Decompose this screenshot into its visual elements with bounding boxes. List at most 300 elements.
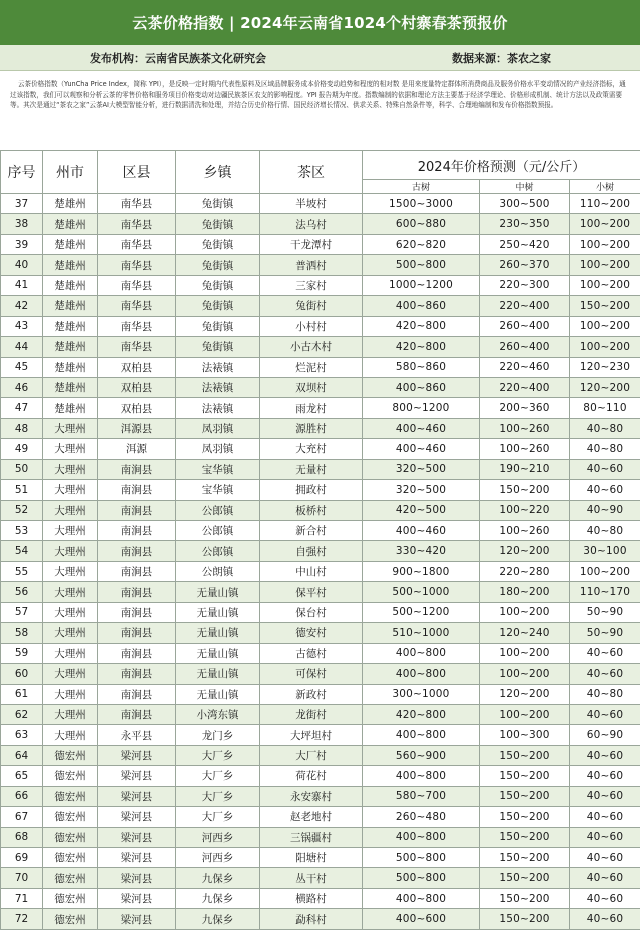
cell-county: 南涧县 — [98, 623, 176, 643]
col-header-ancient: 古树 — [363, 180, 480, 194]
cell-index: 42 — [1, 296, 43, 316]
cell-index: 71 — [1, 888, 43, 908]
cell-price-medium: 150~200 — [480, 807, 570, 827]
cell-price-medium: 230~350 — [480, 214, 570, 234]
cell-price-medium: 100~260 — [480, 521, 570, 541]
cell-county: 梁河县 — [98, 888, 176, 908]
cell-county: 双柏县 — [98, 357, 176, 377]
cell-price-small: 100~200 — [570, 234, 640, 254]
table-row — [1, 766, 640, 786]
cell-price-medium: 100~200 — [480, 643, 570, 663]
cell-county: 梁河县 — [98, 827, 176, 847]
col-header-town: 乡镇 — [176, 151, 260, 194]
cell-tea-area: 古德村 — [260, 643, 363, 663]
cell-price-ancient: 580~860 — [363, 357, 480, 377]
cell-index: 47 — [1, 398, 43, 418]
cell-price-small: 40~80 — [570, 521, 640, 541]
cell-price-ancient: 400~860 — [363, 377, 480, 397]
cell-price-medium: 190~210 — [480, 459, 570, 479]
cell-county: 南涧县 — [98, 480, 176, 500]
cell-price-small: 40~80 — [570, 418, 640, 438]
table-row — [1, 582, 640, 602]
cell-index: 69 — [1, 848, 43, 868]
cell-county: 南涧县 — [98, 500, 176, 520]
cell-county: 南涧县 — [98, 643, 176, 663]
cell-prefecture: 大理州 — [43, 704, 98, 724]
cell-price-small: 40~60 — [570, 643, 640, 663]
cell-town: 河西乡 — [176, 827, 260, 847]
cell-price-small: 60~90 — [570, 725, 640, 745]
cell-county: 南华县 — [98, 316, 176, 336]
cell-index: 62 — [1, 704, 43, 724]
cell-county: 南涧县 — [98, 521, 176, 541]
cell-prefecture: 楚雄州 — [43, 316, 98, 336]
table-row — [1, 786, 640, 806]
cell-price-ancient: 500~1000 — [363, 582, 480, 602]
cell-price-ancient: 400~460 — [363, 418, 480, 438]
cell-town: 大厂乡 — [176, 807, 260, 827]
cell-tea-area: 阳塘村 — [260, 848, 363, 868]
cell-town: 小湾东镇 — [176, 704, 260, 724]
cell-town: 兔街镇 — [176, 316, 260, 336]
cell-price-medium: 100~200 — [480, 704, 570, 724]
cell-tea-area: 中山村 — [260, 561, 363, 581]
cell-price-small: 40~60 — [570, 480, 640, 500]
cell-tea-area: 板桥村 — [260, 500, 363, 520]
cell-tea-area: 德安村 — [260, 623, 363, 643]
cell-county: 南涧县 — [98, 664, 176, 684]
cell-price-ancient: 620~820 — [363, 234, 480, 254]
cell-price-ancient: 1500~3000 — [363, 194, 480, 214]
table-row — [1, 827, 640, 847]
cell-county: 梁河县 — [98, 745, 176, 765]
cell-prefecture: 德宏州 — [43, 888, 98, 908]
cell-index: 67 — [1, 807, 43, 827]
cell-index: 56 — [1, 582, 43, 602]
cell-price-ancient: 400~800 — [363, 766, 480, 786]
cell-price-ancient: 320~500 — [363, 480, 480, 500]
cell-county: 南华县 — [98, 296, 176, 316]
cell-town: 公朗镇 — [176, 561, 260, 581]
table-row — [1, 848, 640, 868]
cell-price-small: 100~200 — [570, 316, 640, 336]
cell-index: 61 — [1, 684, 43, 704]
cell-town: 凤羽镇 — [176, 418, 260, 438]
cell-tea-area: 大厂村 — [260, 745, 363, 765]
cell-price-small: 40~60 — [570, 704, 640, 724]
cell-price-medium: 150~200 — [480, 480, 570, 500]
table-row — [1, 623, 640, 643]
cell-index: 48 — [1, 418, 43, 438]
cell-price-medium: 150~200 — [480, 888, 570, 908]
cell-price-small: 40~60 — [570, 745, 640, 765]
cell-price-medium: 220~400 — [480, 377, 570, 397]
col-header-medium: 中树 — [480, 180, 570, 194]
cell-county: 南涧县 — [98, 459, 176, 479]
cell-county: 南华县 — [98, 337, 176, 357]
cell-tea-area: 小村村 — [260, 316, 363, 336]
cell-tea-area: 荷花村 — [260, 766, 363, 786]
page-title: 云茶价格指数 | 2024年云南省1024个村寨春茶预报价 — [0, 0, 640, 45]
cell-county: 梁河县 — [98, 786, 176, 806]
cell-town: 无量山镇 — [176, 623, 260, 643]
cell-prefecture: 楚雄州 — [43, 337, 98, 357]
cell-prefecture: 大理州 — [43, 561, 98, 581]
cell-price-small: 80~110 — [570, 398, 640, 418]
cell-price-small: 40~60 — [570, 786, 640, 806]
cell-index: 60 — [1, 664, 43, 684]
cell-prefecture: 楚雄州 — [43, 234, 98, 254]
cell-town: 兔街镇 — [176, 275, 260, 295]
cell-price-medium: 100~200 — [480, 664, 570, 684]
cell-town: 兔街镇 — [176, 296, 260, 316]
table-row — [1, 398, 640, 418]
cell-index: 41 — [1, 275, 43, 295]
cell-price-small: 50~90 — [570, 602, 640, 622]
cell-price-small: 40~60 — [570, 459, 640, 479]
table-row — [1, 602, 640, 622]
cell-price-small: 100~200 — [570, 337, 640, 357]
col-header-small: 小树 — [570, 180, 640, 194]
cell-index: 45 — [1, 357, 43, 377]
cell-index: 57 — [1, 602, 43, 622]
cell-index: 65 — [1, 766, 43, 786]
cell-prefecture: 德宏州 — [43, 745, 98, 765]
cell-county: 南华县 — [98, 234, 176, 254]
cell-tea-area: 普洒村 — [260, 255, 363, 275]
cell-town: 大厂乡 — [176, 745, 260, 765]
cell-price-small: 50~90 — [570, 623, 640, 643]
cell-prefecture: 大理州 — [43, 521, 98, 541]
cell-town: 兔街镇 — [176, 214, 260, 234]
cell-index: 72 — [1, 909, 43, 929]
cell-tea-area: 干龙潭村 — [260, 234, 363, 254]
table-row — [1, 255, 640, 275]
cell-town: 兔街镇 — [176, 337, 260, 357]
cell-price-small: 40~60 — [570, 766, 640, 786]
cell-price-medium: 150~200 — [480, 766, 570, 786]
cell-price-medium: 150~200 — [480, 848, 570, 868]
cell-price-ancient: 500~1200 — [363, 602, 480, 622]
cell-index: 37 — [1, 194, 43, 214]
cell-price-ancient: 420~800 — [363, 316, 480, 336]
cell-town: 九保乡 — [176, 888, 260, 908]
cell-price-ancient: 400~600 — [363, 909, 480, 929]
cell-prefecture: 大理州 — [43, 582, 98, 602]
cell-tea-area: 丛干村 — [260, 868, 363, 888]
cell-prefecture: 大理州 — [43, 664, 98, 684]
cell-town: 无量山镇 — [176, 602, 260, 622]
cell-price-ancient: 420~800 — [363, 337, 480, 357]
cell-tea-area: 保平村 — [260, 582, 363, 602]
cell-price-small: 40~60 — [570, 888, 640, 908]
publisher-label: 发布机构：云南省民族茶文化研究会 — [90, 51, 266, 65]
cell-county: 洱源 — [98, 439, 176, 459]
cell-price-medium: 100~260 — [480, 439, 570, 459]
cell-price-medium: 220~400 — [480, 296, 570, 316]
cell-price-ancient: 400~460 — [363, 439, 480, 459]
cell-index: 40 — [1, 255, 43, 275]
cell-price-ancient: 300~1000 — [363, 684, 480, 704]
cell-price-ancient: 400~800 — [363, 664, 480, 684]
table-row — [1, 684, 640, 704]
cell-price-small: 110~200 — [570, 194, 640, 214]
cell-tea-area: 新合村 — [260, 521, 363, 541]
cell-county: 南涧县 — [98, 582, 176, 602]
cell-town: 法裱镇 — [176, 357, 260, 377]
cell-county: 梁河县 — [98, 909, 176, 929]
cell-index: 64 — [1, 745, 43, 765]
table-row — [1, 704, 640, 724]
cell-price-small: 110~170 — [570, 582, 640, 602]
cell-price-ancient: 580~700 — [363, 786, 480, 806]
cell-index: 58 — [1, 623, 43, 643]
cell-price-ancient: 600~880 — [363, 214, 480, 234]
cell-county: 南华县 — [98, 194, 176, 214]
cell-price-ancient: 500~800 — [363, 848, 480, 868]
cell-price-ancient: 800~1200 — [363, 398, 480, 418]
cell-prefecture: 大理州 — [43, 684, 98, 704]
col-header-index: 序号 — [1, 151, 43, 194]
cell-county: 南涧县 — [98, 704, 176, 724]
cell-tea-area: 雨龙村 — [260, 398, 363, 418]
cell-price-medium: 150~200 — [480, 745, 570, 765]
cell-price-medium: 220~280 — [480, 561, 570, 581]
cell-prefecture: 大理州 — [43, 541, 98, 561]
cell-tea-area: 新政村 — [260, 684, 363, 704]
cell-county: 南华县 — [98, 255, 176, 275]
cell-price-medium: 120~200 — [480, 684, 570, 704]
cell-price-small: 100~200 — [570, 214, 640, 234]
cell-tea-area: 横路村 — [260, 888, 363, 908]
cell-price-small: 120~230 — [570, 357, 640, 377]
cell-price-small: 40~60 — [570, 909, 640, 929]
cell-price-medium: 260~370 — [480, 255, 570, 275]
cell-tea-area: 龙街村 — [260, 704, 363, 724]
cell-index: 38 — [1, 214, 43, 234]
col-header-prefecture: 州市 — [43, 151, 98, 194]
cell-price-medium: 150~200 — [480, 868, 570, 888]
cell-town: 公郎镇 — [176, 521, 260, 541]
cell-tea-area: 保台村 — [260, 602, 363, 622]
table-row — [1, 357, 640, 377]
cell-price-medium: 220~300 — [480, 275, 570, 295]
cell-prefecture: 大理州 — [43, 500, 98, 520]
cell-price-medium: 100~200 — [480, 602, 570, 622]
col-header-forecast-group: 2024年价格预测（元/公斤） — [363, 151, 640, 180]
cell-price-medium: 180~200 — [480, 582, 570, 602]
table-row — [1, 868, 640, 888]
cell-town: 九保乡 — [176, 868, 260, 888]
cell-prefecture: 大理州 — [43, 439, 98, 459]
table-row — [1, 745, 640, 765]
cell-price-ancient: 400~460 — [363, 521, 480, 541]
cell-prefecture: 大理州 — [43, 418, 98, 438]
cell-county: 南涧县 — [98, 561, 176, 581]
intro-text — [0, 71, 640, 150]
table-row — [1, 664, 640, 684]
table-row — [1, 214, 640, 234]
cell-index: 55 — [1, 561, 43, 581]
cell-price-medium: 120~240 — [480, 623, 570, 643]
cell-price-medium: 220~460 — [480, 357, 570, 377]
cell-county: 梁河县 — [98, 807, 176, 827]
table-row — [1, 337, 640, 357]
cell-prefecture: 楚雄州 — [43, 296, 98, 316]
info-row — [0, 45, 640, 71]
cell-prefecture: 大理州 — [43, 643, 98, 663]
cell-tea-area: 小古木村 — [260, 337, 363, 357]
cell-prefecture: 德宏州 — [43, 766, 98, 786]
cell-prefecture: 德宏州 — [43, 827, 98, 847]
cell-prefecture: 楚雄州 — [43, 194, 98, 214]
cell-price-medium: 150~200 — [480, 786, 570, 806]
cell-price-small: 40~60 — [570, 807, 640, 827]
cell-tea-area: 可保村 — [260, 664, 363, 684]
cell-town: 宝华镇 — [176, 459, 260, 479]
cell-price-ancient: 260~480 — [363, 807, 480, 827]
cell-price-small: 150~200 — [570, 296, 640, 316]
cell-county: 双柏县 — [98, 398, 176, 418]
cell-town: 兔街镇 — [176, 234, 260, 254]
cell-price-ancient: 500~800 — [363, 255, 480, 275]
cell-price-medium: 260~400 — [480, 337, 570, 357]
cell-county: 梁河县 — [98, 766, 176, 786]
cell-price-ancient: 320~500 — [363, 459, 480, 479]
cell-prefecture: 楚雄州 — [43, 255, 98, 275]
cell-price-small: 40~80 — [570, 684, 640, 704]
cell-county: 梁河县 — [98, 848, 176, 868]
cell-town: 兔街镇 — [176, 194, 260, 214]
cell-tea-area: 兔街村 — [260, 296, 363, 316]
table-row — [1, 521, 640, 541]
cell-tea-area: 三家村 — [260, 275, 363, 295]
cell-price-medium: 100~220 — [480, 500, 570, 520]
cell-town: 无量山镇 — [176, 582, 260, 602]
cell-prefecture: 德宏州 — [43, 848, 98, 868]
cell-price-ancient: 420~500 — [363, 500, 480, 520]
cell-price-medium: 260~400 — [480, 316, 570, 336]
cell-prefecture: 大理州 — [43, 459, 98, 479]
cell-index: 52 — [1, 500, 43, 520]
cell-town: 九保乡 — [176, 909, 260, 929]
cell-county: 南涧县 — [98, 602, 176, 622]
cell-town: 法裱镇 — [176, 377, 260, 397]
cell-tea-area: 赵老地村 — [260, 807, 363, 827]
cell-town: 龙门乡 — [176, 725, 260, 745]
cell-price-small: 40~60 — [570, 664, 640, 684]
cell-town: 河西乡 — [176, 848, 260, 868]
cell-town: 法裱镇 — [176, 398, 260, 418]
table-row — [1, 296, 640, 316]
table-body — [1, 194, 640, 930]
cell-price-small: 40~60 — [570, 827, 640, 847]
cell-index: 44 — [1, 337, 43, 357]
cell-tea-area: 源胜村 — [260, 418, 363, 438]
cell-town: 大厂乡 — [176, 766, 260, 786]
cell-price-small: 40~90 — [570, 500, 640, 520]
cell-index: 70 — [1, 868, 43, 888]
cell-price-ancient: 400~800 — [363, 827, 480, 847]
table-row — [1, 541, 640, 561]
cell-town: 大厂乡 — [176, 786, 260, 806]
cell-price-medium: 150~200 — [480, 827, 570, 847]
cell-town: 公郎镇 — [176, 541, 260, 561]
cell-tea-area: 大充村 — [260, 439, 363, 459]
table-row — [1, 725, 640, 745]
price-table — [0, 150, 640, 930]
cell-index: 43 — [1, 316, 43, 336]
cell-prefecture: 大理州 — [43, 602, 98, 622]
cell-price-small: 100~200 — [570, 561, 640, 581]
cell-town: 无量山镇 — [176, 643, 260, 663]
cell-index: 54 — [1, 541, 43, 561]
cell-index: 39 — [1, 234, 43, 254]
cell-index: 51 — [1, 480, 43, 500]
cell-price-ancient: 510~1000 — [363, 623, 480, 643]
cell-price-ancient: 500~800 — [363, 868, 480, 888]
cell-price-medium: 100~300 — [480, 725, 570, 745]
cell-price-ancient: 330~420 — [363, 541, 480, 561]
table-row — [1, 418, 640, 438]
cell-price-ancient: 420~800 — [363, 704, 480, 724]
cell-index: 46 — [1, 377, 43, 397]
table-row — [1, 439, 640, 459]
cell-prefecture: 德宏州 — [43, 868, 98, 888]
cell-tea-area: 半坡村 — [260, 194, 363, 214]
cell-price-small: 120~200 — [570, 377, 640, 397]
cell-price-ancient: 400~800 — [363, 643, 480, 663]
cell-price-medium: 100~260 — [480, 418, 570, 438]
cell-price-small: 100~200 — [570, 255, 640, 275]
cell-price-ancient: 400~800 — [363, 725, 480, 745]
data-source-label: 数据来源：茶农之家 — [452, 51, 551, 65]
cell-prefecture: 楚雄州 — [43, 275, 98, 295]
cell-price-medium: 120~200 — [480, 541, 570, 561]
cell-prefecture: 楚雄州 — [43, 398, 98, 418]
cell-index: 59 — [1, 643, 43, 663]
cell-tea-area: 自强村 — [260, 541, 363, 561]
cell-prefecture: 大理州 — [43, 623, 98, 643]
cell-tea-area: 永安寨村 — [260, 786, 363, 806]
table-row — [1, 561, 640, 581]
cell-prefecture: 德宏州 — [43, 909, 98, 929]
cell-price-ancient: 400~800 — [363, 888, 480, 908]
cell-town: 宝华镇 — [176, 480, 260, 500]
cell-tea-area: 大坪坦村 — [260, 725, 363, 745]
cell-county: 南涧县 — [98, 541, 176, 561]
cell-county: 洱源县 — [98, 418, 176, 438]
col-header-county: 区县 — [98, 151, 176, 194]
cell-county: 南华县 — [98, 275, 176, 295]
intro-paragraph: 云茶价格指数（YunCha Price Index，简称 YPI），是反映一定时期内代表性原料及区域品牌服务成本价格变动趋势和程度的相对数 是用来度量特定群体所消费商品及服务价格水平变动情况的产业经济指标，通过该指数，我们可以观察和分析云茶的零售价格和服务项目价格变动对边疆民族茶区农支的影响程度。YPI 报告期为年度。指数编制的依据和理论方法主要基于经济学理论、价格形成机制、统计方法以及政策需要等。其次是通过“茶农之家”云茶AI大模型智能分析，进行数据清洗和处理，并结合历史价格行情、国民经济增长情况、供求关系、特殊自然条件等，科学、合理地编制和发布价格指数预报。 — [10, 80, 626, 109]
cell-price-small: 40~60 — [570, 868, 640, 888]
cell-county: 梁河县 — [98, 868, 176, 888]
cell-county: 南涧县 — [98, 684, 176, 704]
cell-town: 无量山镇 — [176, 664, 260, 684]
table-row — [1, 234, 640, 254]
cell-price-small: 30~100 — [570, 541, 640, 561]
cell-price-small: 100~200 — [570, 275, 640, 295]
cell-county: 永平县 — [98, 725, 176, 745]
cell-prefecture: 楚雄州 — [43, 377, 98, 397]
table-row — [1, 643, 640, 663]
cell-town: 兔街镇 — [176, 255, 260, 275]
table-row — [1, 459, 640, 479]
cell-price-small: 40~80 — [570, 439, 640, 459]
cell-prefecture: 楚雄州 — [43, 357, 98, 377]
cell-index: 63 — [1, 725, 43, 745]
